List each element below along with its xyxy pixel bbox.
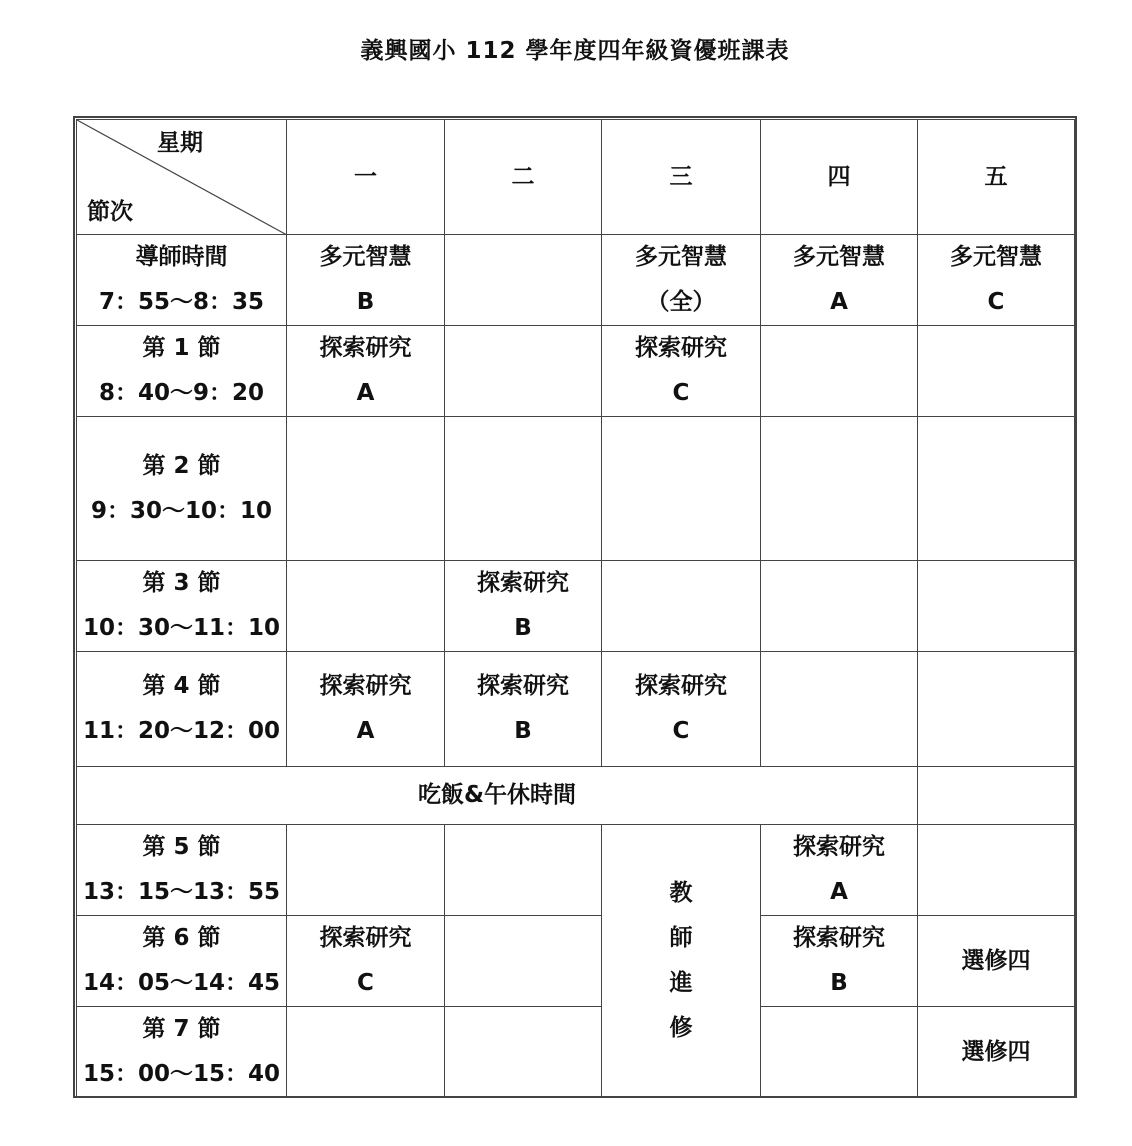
class-subject: 探索研究 bbox=[477, 673, 569, 699]
empty-cell bbox=[602, 417, 761, 561]
period-cell bbox=[77, 417, 287, 561]
table-row bbox=[77, 916, 1075, 1007]
class-cell bbox=[918, 235, 1075, 326]
period-cell bbox=[77, 1007, 287, 1098]
class-cell bbox=[287, 916, 445, 1007]
teacher-training-char: 進 bbox=[669, 970, 693, 996]
table-row bbox=[77, 235, 1075, 326]
class-cell bbox=[761, 825, 918, 916]
schedule-table bbox=[76, 119, 1075, 1098]
teacher-training-char: 師 bbox=[669, 925, 693, 951]
corner-header-cell bbox=[77, 120, 287, 235]
empty-cell bbox=[445, 417, 602, 561]
empty-cell bbox=[918, 561, 1075, 652]
class-subject: 探索研究 bbox=[319, 673, 412, 699]
class-group: B bbox=[514, 615, 532, 641]
period-time: 9：30～10：10 bbox=[90, 497, 273, 524]
empty-cell bbox=[761, 417, 918, 561]
header-row bbox=[77, 120, 1075, 235]
empty-cell bbox=[287, 417, 445, 561]
empty-cell bbox=[761, 1007, 918, 1098]
period-time: 15：00～15：40 bbox=[82, 1061, 281, 1087]
empty-cell bbox=[918, 767, 1075, 825]
empty-cell bbox=[445, 916, 602, 1007]
class-cell bbox=[445, 561, 602, 652]
class-group: B bbox=[514, 718, 532, 744]
table-row bbox=[77, 561, 1075, 652]
class-group: C bbox=[672, 380, 690, 406]
period-cell bbox=[77, 326, 287, 417]
elective-cell: 選修四 bbox=[918, 916, 1075, 1007]
page-title: 義興國小 112 學年度四年級資優班課表 bbox=[360, 38, 790, 64]
class-group: A bbox=[356, 380, 375, 406]
class-subject: 多元智慧 bbox=[319, 244, 412, 270]
empty-cell bbox=[445, 825, 602, 916]
day-header-tue: 二 bbox=[445, 120, 602, 235]
elective-cell: 選修四 bbox=[918, 1007, 1075, 1098]
period-name: 第 7 節 bbox=[142, 1016, 221, 1042]
empty-cell bbox=[761, 652, 918, 767]
empty-cell bbox=[918, 652, 1075, 767]
class-subject: 多元智慧 bbox=[793, 244, 885, 270]
day-header-fri: 五 bbox=[918, 120, 1075, 235]
period-cell bbox=[77, 652, 287, 767]
period-cell bbox=[77, 235, 287, 326]
period-cell bbox=[77, 825, 287, 916]
lunch-break-cell: 吃飯&午休時間 bbox=[77, 767, 918, 825]
empty-cell bbox=[918, 417, 1075, 561]
empty-cell bbox=[918, 326, 1075, 417]
class-group: C bbox=[987, 289, 1005, 315]
corner-label-weekday: 星期 bbox=[157, 130, 203, 156]
empty-cell bbox=[445, 326, 602, 417]
class-group: A bbox=[830, 289, 848, 315]
empty-cell bbox=[602, 561, 761, 652]
period-name: 第 2 節 bbox=[142, 452, 221, 479]
empty-cell bbox=[287, 561, 445, 652]
period-name: 第 1 節 bbox=[142, 335, 221, 361]
class-group: C bbox=[357, 970, 374, 996]
class-cell bbox=[287, 326, 445, 417]
class-group: （全） bbox=[646, 289, 716, 315]
period-name: 第 6 節 bbox=[142, 925, 221, 951]
period-name: 導師時間 bbox=[135, 244, 228, 270]
class-subject: 探索研究 bbox=[635, 335, 727, 361]
class-subject: 探索研究 bbox=[635, 673, 727, 699]
period-time: 7：55～8：35 bbox=[98, 289, 265, 315]
period-time: 11：20～12：00 bbox=[82, 718, 281, 744]
teacher-training-char: 修 bbox=[669, 1015, 693, 1041]
class-subject: 多元智慧 bbox=[635, 244, 727, 270]
class-group: B bbox=[356, 289, 375, 315]
period-time: 13：15～13：55 bbox=[82, 879, 281, 905]
class-cell bbox=[602, 235, 761, 326]
empty-cell bbox=[287, 1007, 445, 1098]
teacher-training-cell bbox=[602, 825, 761, 1098]
period-name: 第 5 節 bbox=[142, 834, 221, 860]
corner-label-period: 節次 bbox=[87, 199, 133, 225]
class-cell bbox=[602, 326, 761, 417]
empty-cell bbox=[445, 235, 602, 326]
class-group: A bbox=[830, 879, 848, 905]
table-row bbox=[77, 326, 1075, 417]
class-cell bbox=[287, 235, 445, 326]
table-row bbox=[77, 417, 1075, 561]
table-row bbox=[77, 1007, 1075, 1098]
empty-cell bbox=[761, 326, 918, 417]
class-cell bbox=[761, 235, 918, 326]
class-subject: 探索研究 bbox=[793, 925, 885, 951]
period-name: 第 4 節 bbox=[142, 673, 221, 699]
day-header-thu: 四 bbox=[761, 120, 918, 235]
lunch-row bbox=[77, 767, 1075, 825]
class-group: C bbox=[672, 718, 690, 744]
period-cell bbox=[77, 561, 287, 652]
class-subject: 探索研究 bbox=[477, 570, 569, 596]
table-row bbox=[77, 652, 1075, 767]
empty-cell bbox=[287, 825, 445, 916]
class-subject: 探索研究 bbox=[319, 925, 412, 951]
period-time: 14：05～14：45 bbox=[82, 970, 281, 996]
class-subject: 探索研究 bbox=[319, 335, 412, 361]
class-subject: 探索研究 bbox=[793, 834, 885, 860]
day-header-wed: 三 bbox=[602, 120, 761, 235]
period-time: 10：30～11：10 bbox=[82, 615, 281, 641]
class-cell bbox=[445, 652, 602, 767]
class-cell bbox=[602, 652, 761, 767]
empty-cell bbox=[445, 1007, 602, 1098]
period-name: 第 3 節 bbox=[142, 570, 221, 596]
period-time: 8：40～9：20 bbox=[98, 380, 265, 406]
class-cell bbox=[761, 916, 918, 1007]
class-subject: 多元智慧 bbox=[950, 244, 1042, 270]
teacher-training-char: 教 bbox=[669, 880, 693, 906]
class-cell bbox=[287, 652, 445, 767]
class-group: A bbox=[356, 718, 375, 744]
table-row bbox=[77, 825, 1075, 916]
class-group: B bbox=[830, 970, 848, 996]
period-cell bbox=[77, 916, 287, 1007]
empty-cell bbox=[761, 561, 918, 652]
day-header-mon: 一 bbox=[287, 120, 445, 235]
empty-cell bbox=[918, 825, 1075, 916]
